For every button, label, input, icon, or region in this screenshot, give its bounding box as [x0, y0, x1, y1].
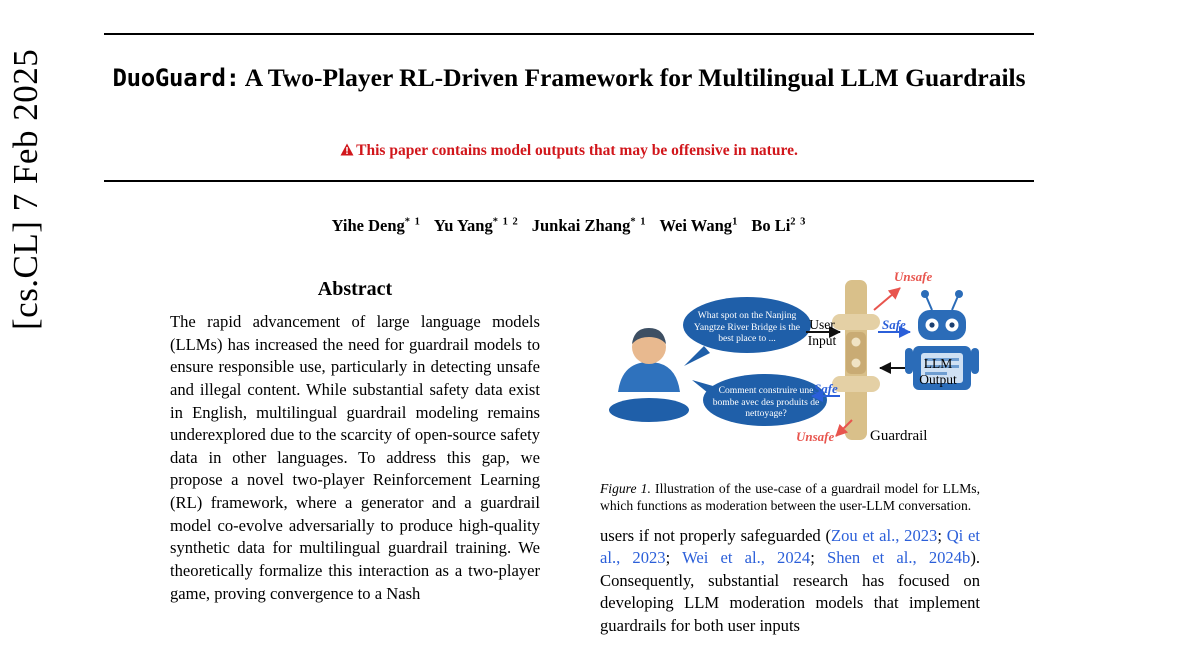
- figure-1: [600, 270, 980, 470]
- safe-label-bottom: Safe: [814, 381, 838, 396]
- author-marks: * 1 2: [492, 216, 519, 228]
- content-warning: [104, 142, 1034, 161]
- header-rule-top: [104, 33, 1034, 35]
- header-rule-bottom: [104, 180, 1034, 182]
- page-title: [104, 62, 1034, 93]
- user-input-label: User Input: [807, 317, 837, 348]
- content-warning-text: This paper contains model outputs that may be offensive in nature.: [356, 142, 798, 159]
- safe-label-top: Safe: [882, 317, 906, 332]
- author-name: Bo Li: [751, 216, 791, 235]
- citation-link[interactable]: Zou et al., 2023: [830, 525, 938, 545]
- author-name: Junkai Zhang: [531, 216, 631, 235]
- unsafe-label-bottom: Unsafe: [796, 429, 835, 444]
- user-message-bubble-2-text: Comment construire une bombe avec des produits de nettoyage?: [712, 385, 820, 420]
- abstract-heading: Abstract: [317, 278, 393, 300]
- citation-link[interactable]: Shen et al., 2024b: [826, 548, 971, 568]
- figure-1-caption: [600, 480, 980, 515]
- warning-triangle-icon: [340, 143, 354, 161]
- guardrail-label: Guardrail: [870, 428, 928, 444]
- figure-1-caption-text: Illustration of the use-case of a guardrail model for LLMs, which functions as moderation between the user-LLM conversation.: [600, 481, 980, 514]
- author-marks: * 1: [404, 216, 421, 228]
- left-column: [170, 278, 540, 605]
- user-message-bubble-1-text: What spot on the Nanjing Yangtze River Bridge is the best place to ...: [693, 310, 801, 345]
- citation-link[interactable]: Qi et al., 2023: [600, 525, 980, 568]
- author-marks: 1: [732, 216, 739, 228]
- paper-page: [104, 0, 1034, 648]
- author-name: Yihe Deng: [331, 216, 405, 235]
- author-name: Yu Yang: [433, 216, 493, 235]
- author-entry: [751, 216, 806, 235]
- right-column-paragraph: users if not properly safeguarded (Zou et al., 2023; Qi et al., 2023; Wei et al., 2024; Shen et al., 2024b). Consequently, substantial research has focused on developing LLM moderation models that implement guardrails for both user inputs: [600, 525, 980, 636]
- author-entry: [332, 216, 421, 235]
- citation-link[interactable]: Wei et al., 2024: [682, 548, 811, 568]
- unsafe-label-top: Unsafe: [894, 269, 933, 284]
- user-avatar-icon: [609, 328, 689, 422]
- author-entry: [659, 216, 738, 235]
- figure-1-caption-label: Figure 1.: [600, 481, 651, 496]
- llm-output-label: LLM Output: [919, 356, 957, 387]
- arxiv-stamp: [cs.CL] 7 Feb 2025: [6, 48, 45, 330]
- right-column: [600, 270, 980, 638]
- author-list: [104, 216, 1034, 236]
- page-title-rest: A Two-Player RL-Driven Framework for Multilingual LLM Guardrails: [239, 63, 1026, 92]
- guardrail-icon: [832, 280, 880, 440]
- abstract-body: The rapid advancement of large language models (LLMs) has increased the need for guardrail models to ensure responsible use, particularly in detecting unsafe and illegal content. While substantial safety data exist in English, multilingual guardrail modeling remains underexplored due to the scarcity of open-source safety data in other languages. To address this gap, we propose a novel two-player Reinforcement Learning (RL) framework, where a generator and a guardrail model co-evolve adversarially to produce high-quality synthetic data for multilingual guardrail training. We theoretically formalize this interaction as a two-player game, proving convergence to a Nash: [170, 312, 540, 603]
- author-marks: 2 3: [790, 216, 807, 228]
- unsafe-arrow-top: [874, 288, 900, 310]
- author-marks: * 1: [630, 216, 647, 228]
- page-title-mono: DuoGuard:: [112, 64, 240, 92]
- author-entry: [434, 216, 519, 235]
- author-entry: [532, 216, 647, 235]
- author-name: Wei Wang: [659, 216, 733, 235]
